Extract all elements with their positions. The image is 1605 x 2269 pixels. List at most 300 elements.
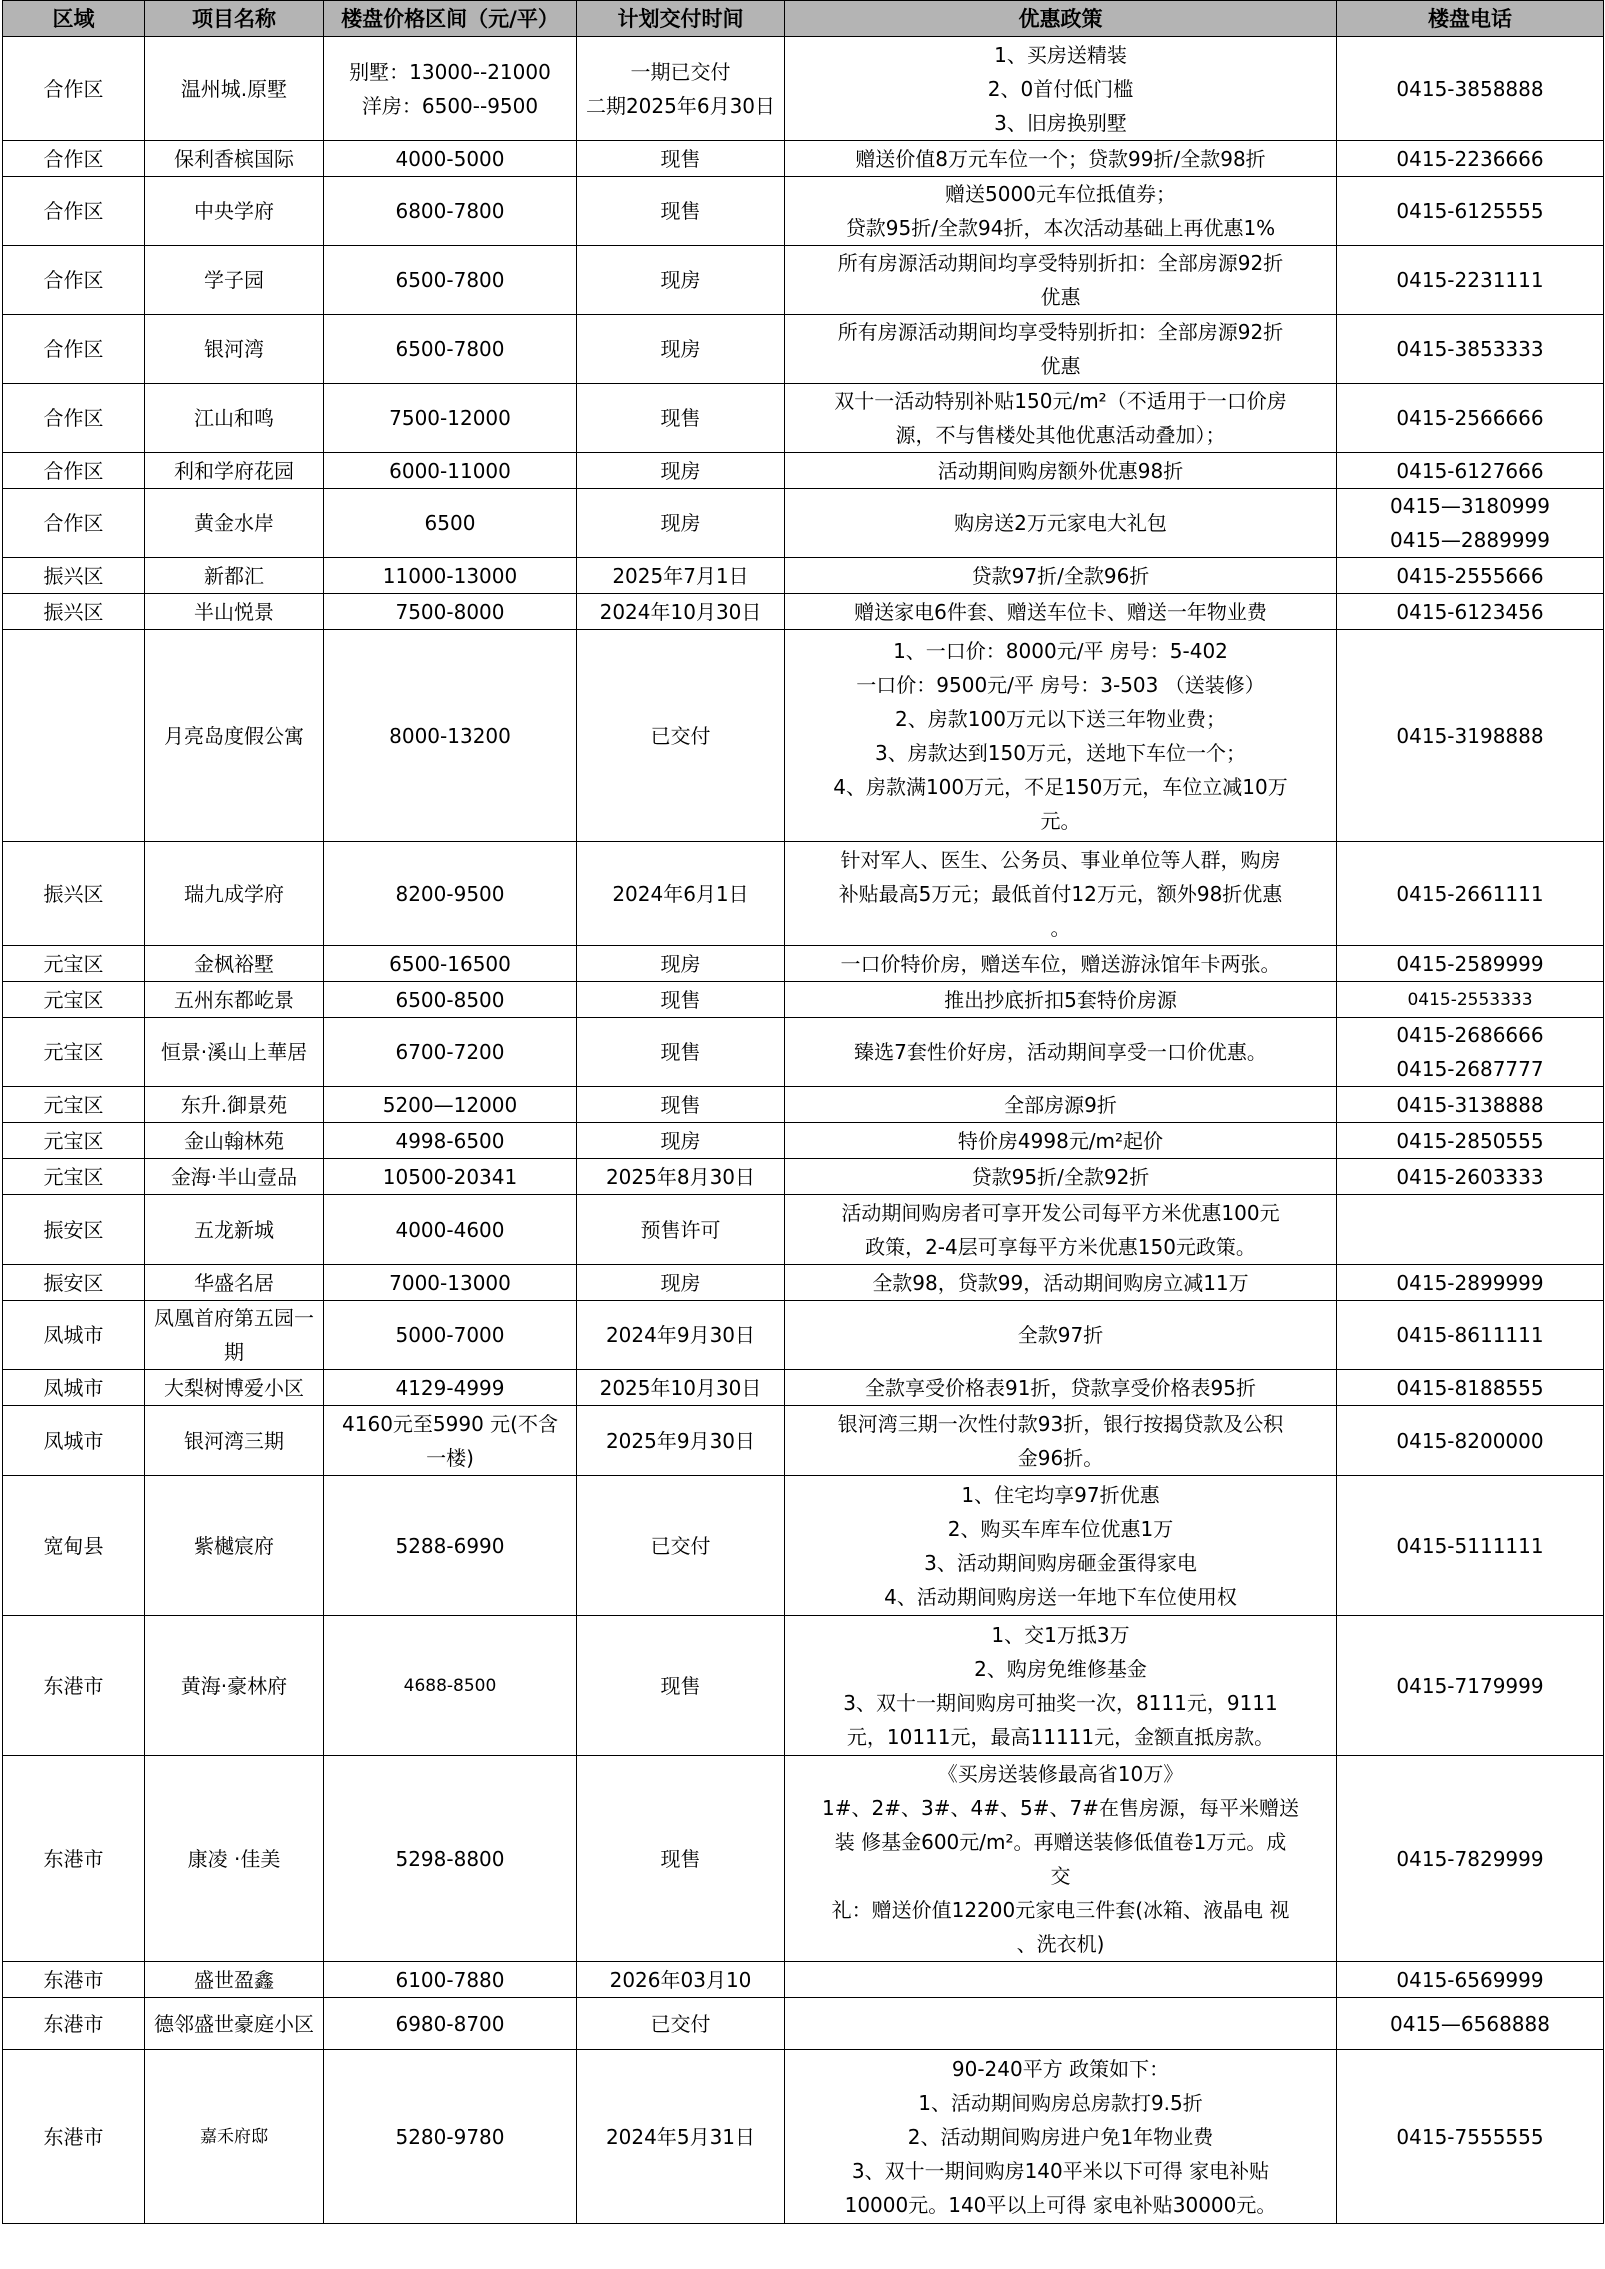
policy-cell-line: 所有房源活动期间均享受特别折扣：全部房源92折	[837, 251, 1284, 275]
policy-cell-line: 4、房款满100万元，不足150万元，车位立减10万	[833, 774, 1288, 799]
policy-cell-line: 活动期间购房额外优惠98折	[937, 458, 1184, 483]
header-price: 楼盘价格区间（元/平）	[324, 1, 577, 37]
district-cell: 东港市	[3, 1962, 145, 1998]
delivery-cell-line: 2024年9月30日	[605, 1323, 756, 1347]
delivery-cell	[577, 1962, 785, 1998]
price-cell	[324, 1123, 577, 1159]
district-cell: 合作区	[3, 315, 145, 384]
policy-cell	[785, 594, 1337, 630]
delivery-cell-line: 2024年5月31日	[605, 2124, 756, 2149]
phone-cell-line: 0415-8611111	[1396, 1323, 1544, 1347]
price-cell	[324, 842, 577, 946]
policy-cell-line: 贷款95折/全款92折	[971, 1164, 1150, 1189]
delivery-cell	[577, 1476, 785, 1616]
price-cell-line: 4688-8500	[403, 1675, 497, 1696]
district-cell: 元宝区	[3, 946, 145, 982]
phone-cell	[1337, 141, 1604, 177]
phone-cell	[1337, 1195, 1604, 1265]
price-cell-line: 4998-6500	[395, 1128, 505, 1153]
district-cell: 元宝区	[3, 1018, 145, 1087]
price-cell	[324, 1370, 577, 1406]
phone-cell	[1337, 594, 1604, 630]
delivery-cell	[577, 453, 785, 489]
price-cell	[324, 982, 577, 1018]
phone-cell-line: 0415-2661111	[1396, 881, 1544, 906]
phone-cell	[1337, 246, 1604, 315]
delivery-cell	[577, 1265, 785, 1301]
table-row	[3, 177, 1604, 246]
phone-cell	[1337, 315, 1604, 384]
project-cell: 大梨树博爱小区	[145, 1370, 324, 1406]
table-row	[3, 1265, 1604, 1301]
policy-cell-line: 2、活动期间购房进户免1年物业费	[907, 2124, 1214, 2149]
project-cell: 东升.御景苑	[145, 1087, 324, 1123]
project-cell: 新都汇	[145, 558, 324, 594]
price-cell-line: 5200—12000	[382, 1092, 518, 1117]
policy-cell	[785, 842, 1337, 946]
phone-cell-line: 0415-5111111	[1396, 1533, 1544, 1558]
policy-cell-line: 赠送价值8万元车位一个；贷款99折/全款98折	[855, 146, 1266, 171]
delivery-cell-line: 现房	[660, 951, 701, 976]
policy-cell	[785, 384, 1337, 453]
price-cell-line: 6500-7800	[395, 337, 505, 361]
phone-cell-line: 0415-2566666	[1396, 406, 1544, 430]
phone-cell-line: 0415—3180999	[1390, 494, 1550, 518]
header-district: 区域	[3, 1, 145, 37]
policy-cell	[785, 1616, 1337, 1756]
price-cell	[324, 630, 577, 842]
delivery-cell	[577, 37, 785, 141]
delivery-cell	[577, 1195, 785, 1265]
price-cell-line: 5288-6990	[395, 1533, 505, 1558]
policy-cell	[785, 37, 1337, 141]
policy-cell	[785, 982, 1337, 1018]
delivery-cell	[577, 2050, 785, 2224]
policy-cell-line: 臻选7套性价好房，活动期间享受一口价优惠。	[854, 1040, 1267, 1064]
table-row	[3, 384, 1604, 453]
policy-cell-line: 。	[1050, 915, 1071, 940]
delivery-cell	[577, 1123, 785, 1159]
project-cell: 瑞九成学府	[145, 842, 324, 946]
delivery-cell	[577, 1087, 785, 1123]
price-cell-line: 6500-8500	[395, 987, 505, 1012]
policy-cell	[785, 946, 1337, 982]
district-cell: 合作区	[3, 246, 145, 315]
price-cell	[324, 141, 577, 177]
table-row	[3, 594, 1604, 630]
price-cell-line: 6100-7880	[395, 1967, 505, 1992]
phone-cell-line: 0415-2687777	[1396, 1057, 1544, 1081]
price-cell-line: 5298-8800	[395, 1846, 505, 1871]
price-cell	[324, 558, 577, 594]
table-row	[3, 37, 1604, 141]
price-cell-line: 6500-16500	[389, 951, 511, 976]
policy-cell-line: 购房送2万元家电大礼包	[954, 511, 1167, 535]
table-row	[3, 2050, 1604, 2224]
project-cell: 月亮岛度假公寓	[145, 630, 324, 842]
phone-cell-line: 0415-2553333	[1407, 989, 1533, 1010]
policy-cell	[785, 630, 1337, 842]
delivery-cell-line: 2024年6月1日	[612, 881, 749, 906]
policy-cell	[785, 1301, 1337, 1370]
project-cell: 银河湾	[145, 315, 324, 384]
project-cell: 恒景·溪山上華居	[145, 1018, 324, 1087]
delivery-cell	[577, 1406, 785, 1476]
district-cell: 元宝区	[3, 1087, 145, 1123]
policy-cell-line: 源，不与售楼处其他优惠活动叠加）；	[895, 423, 1226, 447]
phone-cell-line: 0415-2899999	[1396, 1270, 1544, 1295]
price-cell	[324, 1265, 577, 1301]
policy-cell-line: 《买房送装修最高省10万》	[937, 1761, 1184, 1786]
price-cell	[324, 2050, 577, 2224]
phone-cell-line: 0415-7829999	[1396, 1846, 1544, 1871]
policy-cell	[785, 177, 1337, 246]
policy-cell-line: 1#、2#、3#、4#、5#、7#在售房源，每平米赠送	[822, 1795, 1299, 1820]
policy-cell-line: 赠送家电6件套、赠送车位卡、赠送一年物业费	[854, 599, 1267, 624]
phone-cell-line: 0415-6569999	[1396, 1967, 1544, 1992]
project-cell: 江山和鸣	[145, 384, 324, 453]
phone-cell	[1337, 1087, 1604, 1123]
price-cell-line: 8000-13200	[389, 723, 511, 748]
price-cell-line: 11000-13000	[382, 563, 518, 588]
phone-cell	[1337, 558, 1604, 594]
policy-cell-line: 优惠	[1040, 354, 1081, 378]
project-cell: 紫樾宸府	[145, 1476, 324, 1616]
table-row	[3, 141, 1604, 177]
district-cell: 凤城市	[3, 1370, 145, 1406]
delivery-cell-line: 2025年9月30日	[605, 1428, 756, 1453]
policy-cell-line: 4、活动期间购房送一年地下车位使用权	[884, 1584, 1237, 1609]
delivery-cell	[577, 1756, 785, 1962]
district-cell: 振兴区	[3, 594, 145, 630]
phone-cell-line: 0415-2686666	[1396, 1023, 1544, 1047]
phone-cell	[1337, 489, 1604, 558]
policy-cell-line: 银河湾三期一次性付款93折，银行按揭贷款及公积	[837, 1411, 1284, 1436]
price-cell-line: 7500-8000	[395, 599, 505, 624]
district-cell: 合作区	[3, 489, 145, 558]
policy-cell-line: 针对军人、医生、公务员、事业单位等人群，购房	[840, 847, 1281, 872]
table-row	[3, 246, 1604, 315]
delivery-cell-line: 现房	[660, 1128, 701, 1153]
policy-cell-line: 全部房源9折	[1004, 1092, 1117, 1117]
phone-cell-line: 0415-2231111	[1396, 268, 1544, 292]
policy-cell-line: 特价房4998元/m²起价	[957, 1128, 1164, 1153]
delivery-cell	[577, 1018, 785, 1087]
project-cell: 银河湾三期	[145, 1406, 324, 1476]
district-cell: 合作区	[3, 37, 145, 141]
table-row	[3, 315, 1604, 384]
policy-cell-line: 2、0首付低门槛	[987, 76, 1134, 101]
table-row	[3, 630, 1604, 842]
delivery-cell	[577, 558, 785, 594]
price-cell	[324, 594, 577, 630]
delivery-cell-line: 现售	[660, 1040, 701, 1064]
delivery-cell-line: 现售	[660, 987, 701, 1012]
policy-cell-line: 全款97折	[1017, 1323, 1104, 1347]
policy-cell-line: 元，10111元，最高11111元，金额直抵房款。	[846, 1724, 1275, 1749]
table-row	[3, 558, 1604, 594]
district-cell: 东港市	[3, 1756, 145, 1962]
policy-cell-line: 1、活动期间购房总房款打9.5折	[918, 2090, 1203, 2115]
header-delivery: 计划交付时间	[577, 1, 785, 37]
district-cell: 元宝区	[3, 1159, 145, 1195]
project-cell: 康凌 ·佳美	[145, 1756, 324, 1962]
price-cell	[324, 246, 577, 315]
policy-cell-line: 2、购买车库车位优惠1万	[947, 1516, 1174, 1541]
price-cell	[324, 37, 577, 141]
policy-cell	[785, 1159, 1337, 1195]
delivery-cell-line: 一期已交付	[630, 59, 731, 84]
district-cell: 东港市	[3, 1616, 145, 1756]
price-cell	[324, 384, 577, 453]
delivery-cell	[577, 982, 785, 1018]
district-cell: 合作区	[3, 453, 145, 489]
phone-cell	[1337, 1123, 1604, 1159]
policy-cell-line: 元。	[1040, 808, 1081, 833]
policy-cell-line: 赠送5000元车位抵值券；	[945, 182, 1176, 206]
price-cell-line: 7500-12000	[389, 406, 511, 430]
project-cell: 利和学府花园	[145, 453, 324, 489]
policy-cell-line: 1、交1万抵3万	[991, 1622, 1130, 1647]
phone-cell	[1337, 453, 1604, 489]
project-cell: 金海·半山壹品	[145, 1159, 324, 1195]
delivery-cell	[577, 630, 785, 842]
phone-cell-line: 0415-2850555	[1396, 1128, 1544, 1153]
price-cell-line: 6000-11000	[389, 458, 511, 483]
delivery-cell	[577, 384, 785, 453]
policy-cell-line: 一口价特价房，赠送车位，赠送游泳馆年卡两张。	[840, 951, 1281, 976]
phone-cell	[1337, 946, 1604, 982]
price-cell-line: 4129-4999	[395, 1375, 505, 1400]
phone-cell-line: 0415—2889999	[1390, 528, 1550, 552]
table-row	[3, 1476, 1604, 1616]
policy-cell-line: 3、活动期间购房砸金蛋得家电	[924, 1550, 1197, 1575]
phone-cell-line: 0415-3853333	[1396, 337, 1544, 361]
project-cell: 金山翰林苑	[145, 1123, 324, 1159]
phone-cell	[1337, 1962, 1604, 1998]
district-cell: 振安区	[3, 1265, 145, 1301]
policy-cell-line: 1、一口价：8000元/平 房号：5-402	[893, 638, 1228, 663]
price-cell-line: 6700-7200	[395, 1040, 505, 1064]
delivery-cell-line: 已交付	[650, 1533, 711, 1558]
delivery-cell-line: 现售	[660, 146, 701, 171]
delivery-cell	[577, 246, 785, 315]
delivery-cell-line: 2024年10月30日	[599, 599, 762, 624]
price-cell	[324, 489, 577, 558]
price-cell	[324, 315, 577, 384]
housing-table	[2, 0, 1604, 2224]
delivery-cell-line: 现售	[660, 1846, 701, 1871]
policy-cell-line: 2、房款100万元以下送三年物业费；	[895, 706, 1226, 731]
delivery-cell	[577, 177, 785, 246]
project-cell: 黄海·豪林府	[145, 1616, 324, 1756]
policy-cell	[785, 1476, 1337, 1616]
policy-cell	[785, 1998, 1337, 2050]
delivery-cell-line: 现售	[660, 199, 701, 223]
delivery-cell	[577, 141, 785, 177]
project-cell: 半山悦景	[145, 594, 324, 630]
delivery-cell-line: 已交付	[650, 723, 711, 748]
table-row	[3, 1018, 1604, 1087]
policy-cell-line: 1、住宅均享97折优惠	[961, 1482, 1160, 1507]
price-cell-line: 6500	[424, 511, 476, 535]
phone-cell-line: 0415-8200000	[1396, 1428, 1544, 1453]
price-cell	[324, 1195, 577, 1265]
delivery-cell-line: 2025年10月30日	[599, 1375, 762, 1400]
district-cell	[3, 630, 145, 842]
table-row	[3, 842, 1604, 946]
delivery-cell	[577, 1370, 785, 1406]
policy-cell	[785, 1087, 1337, 1123]
project-cell: 学子园	[145, 246, 324, 315]
policy-cell-line: 3、双十一期间购房140平米以下可得 家电补贴	[851, 2158, 1270, 2183]
policy-cell-line: 推出抄底折扣5套特价房源	[944, 987, 1177, 1012]
delivery-cell-line: 现房	[660, 337, 701, 361]
district-cell: 凤城市	[3, 1406, 145, 1476]
policy-cell-line: 90-240平方 政策如下：	[951, 2056, 1170, 2081]
policy-cell-line: 贷款95折/全款94折，本次活动基础上再优惠1%	[845, 216, 1276, 240]
policy-cell	[785, 246, 1337, 315]
table-row	[3, 1756, 1604, 1962]
policy-cell	[785, 558, 1337, 594]
delivery-cell-line: 已交付	[650, 2011, 711, 2036]
table-row	[3, 1123, 1604, 1159]
price-cell	[324, 1087, 577, 1123]
delivery-cell	[577, 315, 785, 384]
district-cell: 东港市	[3, 1998, 145, 2050]
table-row	[3, 1998, 1604, 2050]
table-row	[3, 1195, 1604, 1265]
phone-cell	[1337, 1616, 1604, 1756]
delivery-cell	[577, 1998, 785, 2050]
project-cell: 凤凰首府第五园一期	[145, 1301, 324, 1370]
price-cell	[324, 1159, 577, 1195]
policy-cell	[785, 141, 1337, 177]
policy-cell-line: 交	[1050, 1863, 1071, 1888]
price-cell-line: 洋房：6500--9500	[361, 93, 539, 118]
delivery-cell	[577, 946, 785, 982]
delivery-cell-line: 现售	[660, 406, 701, 430]
phone-cell	[1337, 1370, 1604, 1406]
price-cell-line: 5280-9780	[395, 2124, 505, 2149]
price-cell	[324, 1301, 577, 1370]
price-cell	[324, 946, 577, 982]
phone-cell	[1337, 37, 1604, 141]
table-row	[3, 1406, 1604, 1476]
delivery-cell-line: 现房	[660, 1270, 701, 1295]
policy-cell-line: 3、双十一期间购房可抽奖一次，8111元，9111	[843, 1690, 1278, 1715]
table-row	[3, 1087, 1604, 1123]
delivery-cell-line: 现售	[660, 1092, 701, 1117]
phone-cell-line: 0415-6125555	[1396, 199, 1544, 223]
policy-cell	[785, 1756, 1337, 1962]
table-row	[3, 1962, 1604, 1998]
table-row	[3, 946, 1604, 982]
table-row	[3, 1370, 1604, 1406]
district-cell: 振安区	[3, 1195, 145, 1265]
delivery-cell-line: 预售许可	[640, 1217, 721, 1242]
phone-cell-line: 0415-3198888	[1396, 723, 1544, 748]
district-cell: 合作区	[3, 177, 145, 246]
header-row	[3, 1, 1604, 37]
delivery-cell-line: 现房	[660, 511, 701, 535]
header-phone: 楼盘电话	[1337, 1, 1604, 37]
project-cell: 金枫裕墅	[145, 946, 324, 982]
project-cell: 中央学府	[145, 177, 324, 246]
policy-cell	[785, 1962, 1337, 1998]
phone-cell-line: 0415-8188555	[1396, 1375, 1544, 1400]
district-cell: 凤城市	[3, 1301, 145, 1370]
delivery-cell-line: 2026年03月10	[609, 1967, 752, 1992]
delivery-cell	[577, 489, 785, 558]
price-cell-line: 5000-7000	[395, 1323, 505, 1347]
policy-cell-line: 贷款97折/全款96折	[971, 563, 1150, 588]
policy-cell	[785, 1123, 1337, 1159]
policy-cell-line: 2、购房免维修基金	[974, 1656, 1147, 1681]
phone-cell-line: 0415-2603333	[1396, 1164, 1544, 1189]
project-cell: 嘉禾府邸	[145, 2050, 324, 2224]
phone-cell	[1337, 842, 1604, 946]
policy-cell	[785, 1265, 1337, 1301]
price-cell	[324, 1962, 577, 1998]
district-cell: 合作区	[3, 384, 145, 453]
price-cell-line: 4160元至5990 元(不含	[342, 1411, 558, 1436]
price-cell	[324, 453, 577, 489]
phone-cell-line: 0415-6127666	[1396, 458, 1544, 483]
table-row	[3, 489, 1604, 558]
phone-cell	[1337, 1018, 1604, 1087]
project-cell: 黄金水岸	[145, 489, 324, 558]
phone-cell-line: 0415-2236666	[1396, 146, 1544, 171]
table-row	[3, 982, 1604, 1018]
price-cell	[324, 1476, 577, 1616]
price-cell	[324, 1406, 577, 1476]
phone-cell-line: 0415-7555555	[1396, 2124, 1544, 2149]
phone-cell-line: 0415—6568888	[1390, 2011, 1550, 2036]
header-project: 项目名称	[145, 1, 324, 37]
price-cell-line: 4000-4600	[395, 1217, 505, 1242]
policy-cell-line: 全款享受价格表91折，贷款享受价格表95折	[865, 1375, 1256, 1400]
policy-cell-line: 补贴最高5万元；最低首付12万元，额外98折优惠	[838, 881, 1283, 906]
policy-cell	[785, 1018, 1337, 1087]
table-row	[3, 1616, 1604, 1756]
project-cell: 五州东都屹景	[145, 982, 324, 1018]
price-cell	[324, 1756, 577, 1962]
policy-cell	[785, 1406, 1337, 1476]
phone-cell	[1337, 630, 1604, 842]
delivery-cell	[577, 1301, 785, 1370]
district-cell: 振兴区	[3, 558, 145, 594]
policy-cell	[785, 489, 1337, 558]
price-cell	[324, 1998, 577, 2050]
phone-cell	[1337, 1756, 1604, 1962]
policy-cell-line: 3、房款达到150万元，送地下车位一个；	[875, 740, 1246, 765]
delivery-cell	[577, 842, 785, 946]
project-cell: 五龙新城	[145, 1195, 324, 1265]
phone-cell-line: 0415-7179999	[1396, 1673, 1544, 1698]
price-cell-line: 别墅：13000--21000	[349, 59, 551, 84]
phone-cell-line: 0415-3138888	[1396, 1092, 1544, 1117]
policy-cell	[785, 1195, 1337, 1265]
policy-cell-line: 优惠	[1040, 285, 1081, 309]
policy-cell	[785, 2050, 1337, 2224]
delivery-cell	[577, 1159, 785, 1195]
policy-cell-line: 双十一活动特别补贴150元/m²（不适用于一口价房	[834, 389, 1287, 413]
policy-cell-line: 金96折。	[1017, 1445, 1104, 1470]
phone-cell-line: 0415-2589999	[1396, 951, 1544, 976]
policy-cell-line: 、洗衣机)	[1016, 1931, 1105, 1956]
project-cell: 德邻盛世豪庭小区	[145, 1998, 324, 2050]
